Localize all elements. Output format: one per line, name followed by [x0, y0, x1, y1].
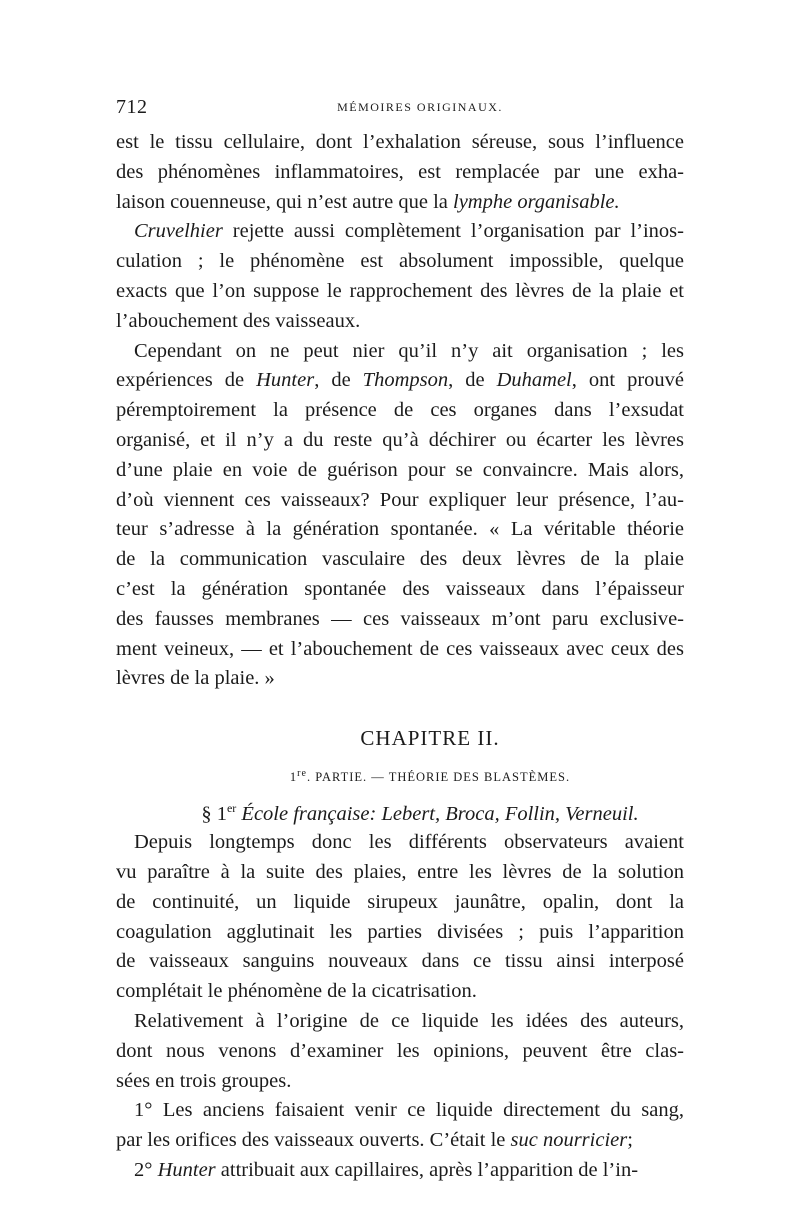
paragraph: [116, 1156, 684, 1186]
text-span: dont nous venons d’examiner les opinions, peuvent être clas-: [116, 1039, 684, 1062]
text-span: Relativement à l’origine de ce liquide les idées des auteurs,: [134, 1009, 684, 1032]
text-span: sées en trois groupes.: [116, 1069, 292, 1092]
text-line: [116, 1037, 684, 1067]
paragraph: [116, 128, 684, 217]
text-line: [116, 188, 684, 218]
text-span: est le tissu cellulaire, dont l’exhalation séreuse, sous l’influence: [116, 131, 684, 153]
text-span: d’où viennent ces vaisseaux? Pour expliquer leur présence, l’au-: [116, 488, 684, 511]
text-line: [116, 575, 684, 605]
text-line: [116, 664, 684, 694]
paragraph: [116, 217, 684, 336]
text-span: Duhamel: [496, 369, 572, 392]
text-span: des phénomènes inflammatoires, est remplacée par une exha-: [116, 160, 684, 183]
text-line: [116, 247, 684, 277]
text-line: [116, 1156, 684, 1186]
text-span: Cruvelhier: [134, 220, 223, 243]
text-line: [116, 605, 684, 635]
text-span: exacts que l’on suppose le rapprochement des lèvres de la plaie et: [116, 279, 684, 302]
text-line: [116, 366, 684, 396]
text-span: culation ; le phénomène est absolument impossible, quelque: [116, 250, 684, 273]
text-span: de continuité, un liquide sirupeux jaunâtre, opalin, dont la: [116, 890, 684, 913]
book-page: [116, 96, 684, 1186]
text-span: de vaisseaux sanguins nouveaux dans ce tissu ainsi interposé: [116, 950, 684, 973]
text-line: [116, 307, 684, 337]
text-line: [116, 947, 684, 977]
page-number: 712: [116, 96, 148, 118]
text-span: 1° Les anciens faisaient venir ce liquide directement du sang,: [134, 1099, 684, 1122]
section-heading: [116, 790, 684, 826]
part-heading: [116, 758, 684, 790]
text-line: [116, 977, 684, 1007]
text-span: , ont prouvé: [571, 369, 684, 392]
text-span: de la communication vasculaire des deux lèvres de la plaie: [116, 548, 684, 571]
text-span: laison couenneuse, qui n’est autre que la: [116, 190, 453, 213]
section-symbol: § 1: [201, 802, 227, 825]
paragraph: [116, 1096, 684, 1156]
text-line: [116, 217, 684, 247]
text-span: des fausses membranes — ces vaisseaux m’ont paru exclusive-: [116, 607, 684, 630]
text-span: suc nourricier: [510, 1129, 628, 1152]
text-span: c’est la génération spontanée des vaisseaux dans l’épaisseur: [116, 577, 684, 600]
text-span: vu paraître à la suite des plaies, entre les lèvres de la solution: [116, 860, 684, 883]
text-span: Thompson: [362, 369, 449, 392]
chapter-title: CHAPITRE II.: [360, 726, 500, 751]
text-line: [116, 1007, 684, 1037]
text-line: [116, 828, 684, 858]
text-line: [116, 1126, 684, 1156]
text-span: complétait le phénomène de la cicatrisation.: [116, 980, 477, 1003]
text-span: attribuait aux capillaires, après l’apparition de l’in-: [215, 1158, 639, 1181]
text-line: [116, 1096, 684, 1126]
text-span: teur s’adresse à la génération spontanée. « La véritable théorie: [116, 518, 684, 541]
text-line: [116, 277, 684, 307]
text-span: Hunter: [157, 1158, 216, 1181]
running-title: MÉMOIRES ORIGINAUX.: [337, 100, 503, 114]
text-span: rejette aussi complètement l’organisation par l’inos-: [222, 220, 684, 243]
text-line: [116, 396, 684, 426]
text-line: [116, 515, 684, 545]
section-number-suffix: er: [226, 801, 237, 816]
paragraph: [116, 1007, 684, 1096]
text-line: [116, 858, 684, 888]
text-line: [116, 888, 684, 918]
text-span: Cependant on ne peut nier qu’il n’y ait organisation ; les: [134, 339, 684, 362]
part-title: . PARTIE. — THÉORIE DES BLASTÈMES.: [306, 770, 571, 785]
text-line: [116, 1067, 684, 1097]
part-number: 1: [289, 770, 298, 785]
text-span: par les orifices des vaisseaux ouverts. C’était le: [116, 1129, 511, 1152]
text-span: l’abouchement des vaisseaux.: [116, 309, 361, 332]
text-line: [116, 337, 684, 367]
text-line: [116, 128, 684, 158]
text-span: lymphe organisable.: [453, 190, 620, 213]
text-before-chapter: [116, 128, 684, 694]
text-line: [116, 635, 684, 665]
text-span: ;: [627, 1129, 633, 1152]
text-span: , de: [314, 369, 363, 392]
text-span: lèvres de la plaie. »: [116, 667, 275, 690]
text-after-chapter: [116, 828, 684, 1186]
text-span: expériences de: [116, 369, 257, 392]
text-line: [116, 456, 684, 486]
text-span: 2°: [134, 1158, 158, 1181]
text-span: Hunter: [256, 369, 315, 392]
text-line: [116, 918, 684, 948]
part-number-suffix: re: [297, 768, 307, 780]
paragraph: [116, 337, 684, 695]
section-title: École française: [241, 802, 370, 825]
text-line: [116, 486, 684, 516]
text-span: ment veineux, — et l’abouchement de ces vaisseaux avec ceux des: [116, 637, 684, 660]
text-line: [116, 545, 684, 575]
text-line: [116, 426, 684, 456]
text-span: Depuis longtemps donc les différents observateurs avaient: [134, 831, 684, 854]
text-span: péremptoirement la présence de ces organes dans l’exsudat: [116, 399, 684, 422]
text-span: organisé, et il n’y a du reste qu’à déchirer ou écarter les lèvres: [116, 428, 684, 451]
text-line: [116, 158, 684, 188]
text-span: d’une plaie en voie de guérison pour se convaincre. Mais alors,: [116, 458, 684, 481]
text-span: coagulation agglutinait les parties divisées ; puis l’apparition: [116, 920, 684, 943]
section-names: : Lebert, Broca, Follin, Verneuil.: [369, 802, 639, 825]
running-head: [116, 96, 684, 128]
paragraph: [116, 828, 684, 1007]
text-span: , de: [448, 369, 497, 392]
